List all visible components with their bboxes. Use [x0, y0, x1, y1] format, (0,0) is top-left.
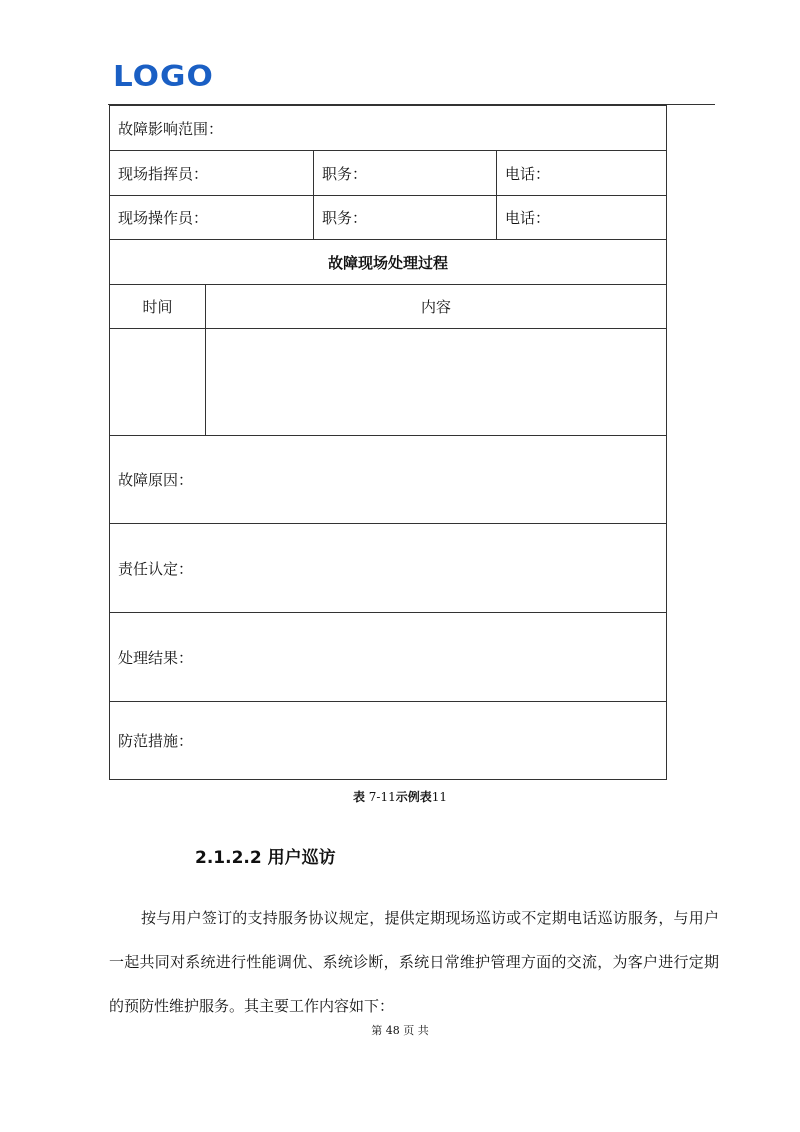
- fault-cause-cell: 故障原因：: [110, 436, 667, 524]
- operator-cell: 现场操作员：: [110, 196, 314, 240]
- fault-scope-cell: 故障影响范围：: [110, 106, 667, 151]
- table-caption: [0, 788, 800, 805]
- commander-cell: 现场指挥员：: [110, 151, 314, 196]
- time-value-cell: [110, 329, 206, 436]
- caption-number: 7-11: [368, 790, 396, 804]
- result-cell: 处理结果：: [110, 613, 667, 702]
- responsibility-cell: 责任认定：: [110, 524, 667, 613]
- company-logo: LOGO: [113, 60, 214, 94]
- operator-phone-cell: 电话：: [497, 196, 667, 240]
- time-header-cell: 时间: [110, 285, 206, 329]
- body-paragraph: 按与用户签订的支持服务协议规定，提供定期现场巡访或不定期电话巡访服务，与用户一起共同对系统进行性能调优、系统诊断，系统日常维护管理方面的交流，为客户进行定期的预防性维护服务。其主要工作内容如下：: [109, 909, 719, 1015]
- commander-position-cell: 职务：: [314, 151, 497, 196]
- process-title-cell: 故障现场处理过程: [110, 240, 667, 285]
- operator-position-cell: 职务：: [314, 196, 497, 240]
- section-heading: 2.1.2.2 用户巡访: [195, 848, 336, 868]
- caption-prefix: 表: [352, 790, 365, 804]
- caption-index: 11: [431, 790, 448, 804]
- page-footer: 第 48 页 共: [371, 1024, 429, 1037]
- commander-phone-cell: 电话：: [497, 151, 667, 196]
- body-text: [109, 896, 719, 1028]
- content-header-cell: 内容: [206, 285, 667, 329]
- fault-report-table: [109, 105, 667, 780]
- caption-name: 示例表: [395, 790, 432, 804]
- prevention-cell: 防范措施：: [110, 702, 667, 780]
- content-value-cell: [206, 329, 667, 436]
